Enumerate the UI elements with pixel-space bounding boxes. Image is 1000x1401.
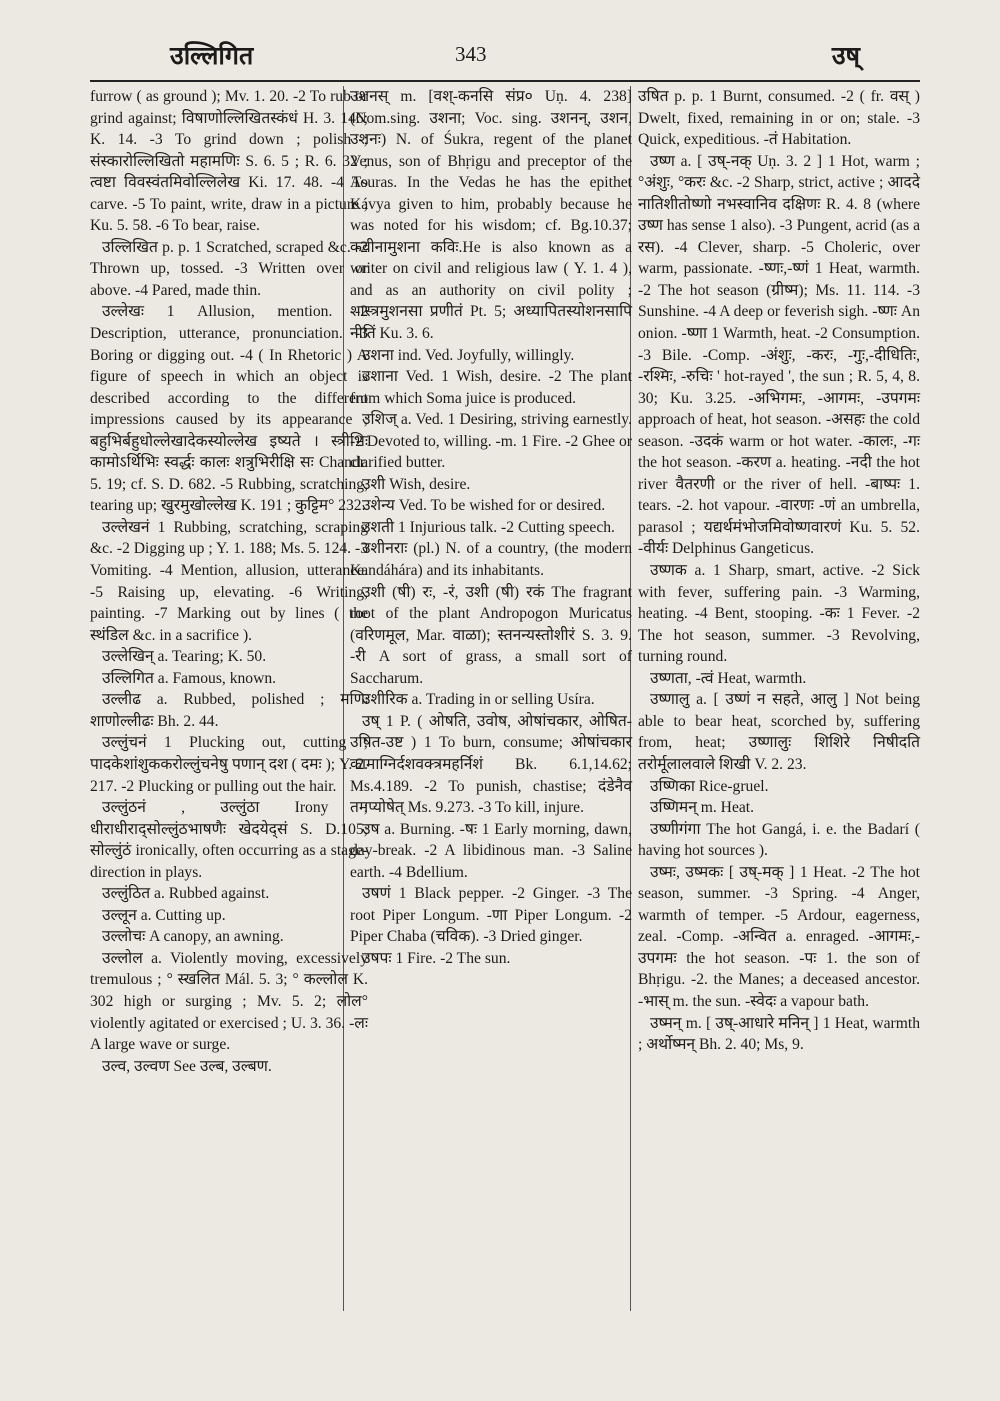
column-1 bbox=[90, 86, 368, 1077]
dictionary-entry: उल्लुंचनं 1 Plucking out, cutting ; पादकेशांशुककरोल्लुंचनेषु पणान् दश ( दमः ); Y. 2. 217. -2 Plucking or pulling out the hair. bbox=[90, 734, 368, 795]
dictionary-entry: उशना ind. Ved. Joyfully, willingly. bbox=[362, 346, 575, 364]
dictionary-entry: उशीनराः (pl.) N. of a country, (the modern Kandáhára) and its inhabitants. bbox=[350, 540, 632, 580]
dictionary-entry: उष्णिका Rice-gruel. bbox=[650, 777, 769, 795]
left-running-headword: उल्लिगित bbox=[170, 41, 254, 70]
column-2 bbox=[350, 86, 632, 969]
dictionary-entry: उष्मः, उष्मकः [ उष्-मक् ] 1 Heat. -2 The hot season, summer. -3 Spring. -4 Anger, warmth of temper. -5 Ardour, eagerness, zeal. -Comp. -अन्वित a. enraged. -आगमः,-उपगमः the hot season. -पः 1. the son of Bhṛigu. -2. the Manes; a deceased ancestor. -भास् m. the sun. -स्वेदः a vapour bath. bbox=[638, 863, 920, 1010]
dictionary-entry: उल्लोचः A canopy, an awning. bbox=[102, 928, 284, 946]
dictionary-entry: उष्णक a. 1 Sharp, smart, active. -2 Sick with fever, suffering pain. -3 Warming, heating. -4 Bent, stooping. -कः 1 Fever. -2 The hot season, summer. -3 Revolving, turning round. bbox=[638, 562, 920, 666]
dictionary-entry: उल्व, उल्वण See उल्ब, उल्बण. bbox=[102, 1057, 272, 1075]
dictionary-entry: उशी (षी) रः, -रं, उशी (षी) रकं The fragrant root of the plant Andropogon Muricatus (वरिणमूल, Mar. वाळा); स्तनन्यस्तोशीरं S. 3. 9. -री A sort of grass, a small sort of Saccharum. bbox=[350, 583, 632, 687]
dictionary-entry: उष्णता, -त्वं Heat, warmth. bbox=[650, 669, 807, 687]
dictionary-entry: उष्मन् m. [ उष्-आधारे मनिन् ] 1 Heat, warmth ; अर्थोष्मन् Bh. 2. 40; Ms, 9. bbox=[638, 1014, 920, 1054]
dictionary-entry: उल्लिगित a. Famous, known. bbox=[102, 669, 277, 687]
right-running-headword: उष् bbox=[831, 41, 860, 70]
column-3 bbox=[638, 86, 920, 1056]
dictionary-entry: उल्लिखित p. p. 1 Scratched, scraped &c. -2 Thrown up, tossed. -3 Written over or above. -4 Pared, made thin. bbox=[90, 238, 368, 299]
dictionary-entry: उष्णीगंगा The hot Gangá, i. e. the Badarí ( having hot sources ). bbox=[638, 820, 920, 860]
dictionary-entry: उष्णालु a. [ उष्णं न सहते, आलु ] Not being able to bear heat, scorched by, suffering from, heat; उष्णालुः शिशिरे निषीदति तरोर्मूलालवाले शिखी V. 2. 23. bbox=[638, 691, 920, 773]
dictionary-entry: उष्ण a. [ उष्-नक् Uṇ. 3. 2 ] 1 Hot, warm ; °अंशुः, °करः &c. -2 Sharp, strict, active ; आददे नातिशीतोष्णो नभस्वानिव दक्षिणः R. 4. 8 (where उष्ण has sense 1 also). -3 Pungent, acrid (as a रस). -4 Clever, sharp. -5 Choleric, over warm, passionate. -ष्णः,-ष्णं 1 Heat, warmth. -2 The hot season (ग्रीष्म); Ms. 11. 114. -3 Sunshine. -4 A deep or feverish sigh. -ष्णः An onion. -ष्णा 1 Warmth, heat. -2 Consumption. -3 Bile. -Comp. -अंशुः, -करः, -गुः,-दीधितिः, -रश्मिः, -रुचिः ' hot-rayed ', the sun ; R. 5, 4, 8. 30; Ku. 3.25. -अभिगमः, -आगमः, -उपगमः approach of heat, hot season. -असहः the cold season. -उदकं warm or hot water. -कालः, -गः the hot season. -करण a. heating. -नदी the hot river वैतरणी or the river of hell. -बाष्पः 1. tears. -2. hot vapour. -वारणः -णं an umbrella, parasol ; यद्यर्थमंभोजमिवोष्णवारणं Ku. 5. 52. -वीर्यः Delphinus Gangeticus. bbox=[638, 152, 920, 558]
dictionary-entry: उषपः 1 Fire. -2 The sun. bbox=[362, 949, 511, 967]
dictionary-entry: उष a. Burning. -षः 1 Early morning, dawn, day-break. -2 A libidinous man. -3 Saline earth. -4 Bdellium. bbox=[350, 820, 632, 881]
dictionary-entry: उशी Wish, desire. bbox=[362, 475, 471, 493]
page-number: 343 bbox=[455, 42, 487, 66]
dictionary-entry: उशती 1 Injurious talk. -2 Cutting speech. bbox=[362, 518, 615, 536]
header-rule bbox=[90, 80, 920, 82]
dictionary-entry: उषणं 1 Black pepper. -2 Ginger. -3 The root Piper Longum. -णा Piper Longum. -2 Piper Chaba (चविक). -3 Dried ginger. bbox=[350, 885, 632, 946]
dictionary-entry: उशाना Ved. 1 Wish, desire. -2 The plant from which Soma juice is produced. bbox=[350, 368, 632, 407]
dictionary-entry: उशीरिक a. Trading in or selling Usíra. bbox=[362, 691, 595, 709]
dictionary-entry: उल्लून a. Cutting up. bbox=[102, 906, 226, 924]
dictionary-entry: उल्लुंठनं , उल्लुंठा Irony ; धीराधीराद्सोल्लुंठभाषणैः खेदयेद्सं S. D.105; सोल्लुंठं ironically, often occurring as a stage-direction in plays. bbox=[90, 799, 368, 881]
dictionary-entry: उल्लेखः 1 Allusion, mention. -2 Description, utterance, pronunciation. -3 Boring or digging out. -4 ( In Rhetoric ) A figure of speech in which an object is described according to the different impressions caused by its appearance ; बहुभिर्बहुधोल्लेखादेकस्योल्लेख इष्यते । स्त्रीभिः कामोऽर्थिभिः स्वर्द्धः कालः शत्रुभिरीक्षि सः Chandr. 5. 19; cf. S. D. 682. -5 Rubbing, scratching, tearing up; खुरमुखोल्लेख K. 191 ; कुट्टिम° 232. bbox=[90, 303, 368, 515]
dictionary-entry: furrow ( as ground ); Mv. 1. 20. -2 To rub or grind against; विषाणोल्लिखितस्कंधं H. 3. 146; K. 14. -3 To grind down ; polish ; संस्कारोल्लिखितो महामणिः S. 6. 5 ; R. 6. 32 ; त्वष्टा विवस्वंतमिवोल्लिलेख Ki. 17. 48. -4 To carve. -5 To paint, write, draw in a picture ; Ku. 5. 58. -6 To bear, raise. bbox=[90, 88, 368, 235]
dictionary-entry: उशेन्य Ved. To be wished for or desired. bbox=[362, 497, 606, 515]
dictionary-entry: उष्णिमन् m. Heat. bbox=[650, 799, 755, 817]
dictionary-entry: उल्लीढ a. Rubbed, polished ; मणिः शाणोल्लीढः Bh. 2. 44. bbox=[90, 691, 368, 730]
dictionary-entry: उषित p. p. 1 Burnt, consumed. -2 ( fr. वस् ) Dwelt, fixed, remaining in or on; stale. -3 Quick, expeditious. -तं Habitation. bbox=[638, 88, 920, 149]
dictionary-entry: उल्लोल a. Violently moving, excessively tremulous ; ° स्खलित Mál. 5. 3; ° कल्लोल K. 302 high or surging ; Mv. 5. 2; लोल° violently agitated or exercised ; U. 3. 36. -लः A large wave or surge. bbox=[90, 949, 368, 1054]
dictionary-entry: उल्लुंठित a. Rubbed against. bbox=[102, 885, 270, 903]
dictionary-entry: उल्लेखिन् a. Tearing; K. 50. bbox=[102, 648, 267, 666]
page-header bbox=[90, 30, 915, 80]
dictionary-entry: उष् 1 P. ( ओषति, उवोष, ओषांचकार, ओषित-उषित-उष्ट ) 1 To burn, consume; ओषांचकार कामाग्निर्दशवक्त्रमहर्निशं Bk. 6.1,14.62; Ms.4.189. -2 To punish, chastise; दंडेनैव तमप्योषेत् Ms. 9.273. -3 To kill, injure. bbox=[350, 712, 632, 817]
dictionary-entry: उल्लेखनं 1 Rubbing, scratching, scraping &c. -2 Digging up ; Y. 1. 188; Ms. 5. 124. -3 Vomiting. -4 Mention, allusion, utterance. -5 Raising up, elevating. -6 Writing, painting. -7 Marking out by lines ( the स्थंडिल &c. in a sacrifice ). bbox=[90, 518, 368, 644]
dictionary-entry: उशिज् a. Ved. 1 Desiring, striving earnestly. -2 Devoted to, willing. -m. 1 Fire. -2 Ghee or clarified butter. bbox=[350, 411, 632, 472]
dictionary-entry: उशनस् m. [वश्-कनसि संप्र० Uṇ. 4. 238](Nom.sing. उशना; Voc. sing. उशनन्, उशन, उशनः) N. of Śukra, regent of the planet Venus, son of Bhṛigu and preceptor of the Asuras. In the Vedas he has the epithet Kávya given to him, probably because he was noted for his wisdom; cf. Bg.10.37; कवीनामुशना कविः.He is also known as a writer on civil and religious law ( Y. 1. 4 ), and as an authority on civil polity ; शास्त्रमुशनसा प्रणीतं Pt. 5; अध्यापितस्योशनसापि नीतिं Ku. 3. 6. bbox=[350, 88, 632, 343]
